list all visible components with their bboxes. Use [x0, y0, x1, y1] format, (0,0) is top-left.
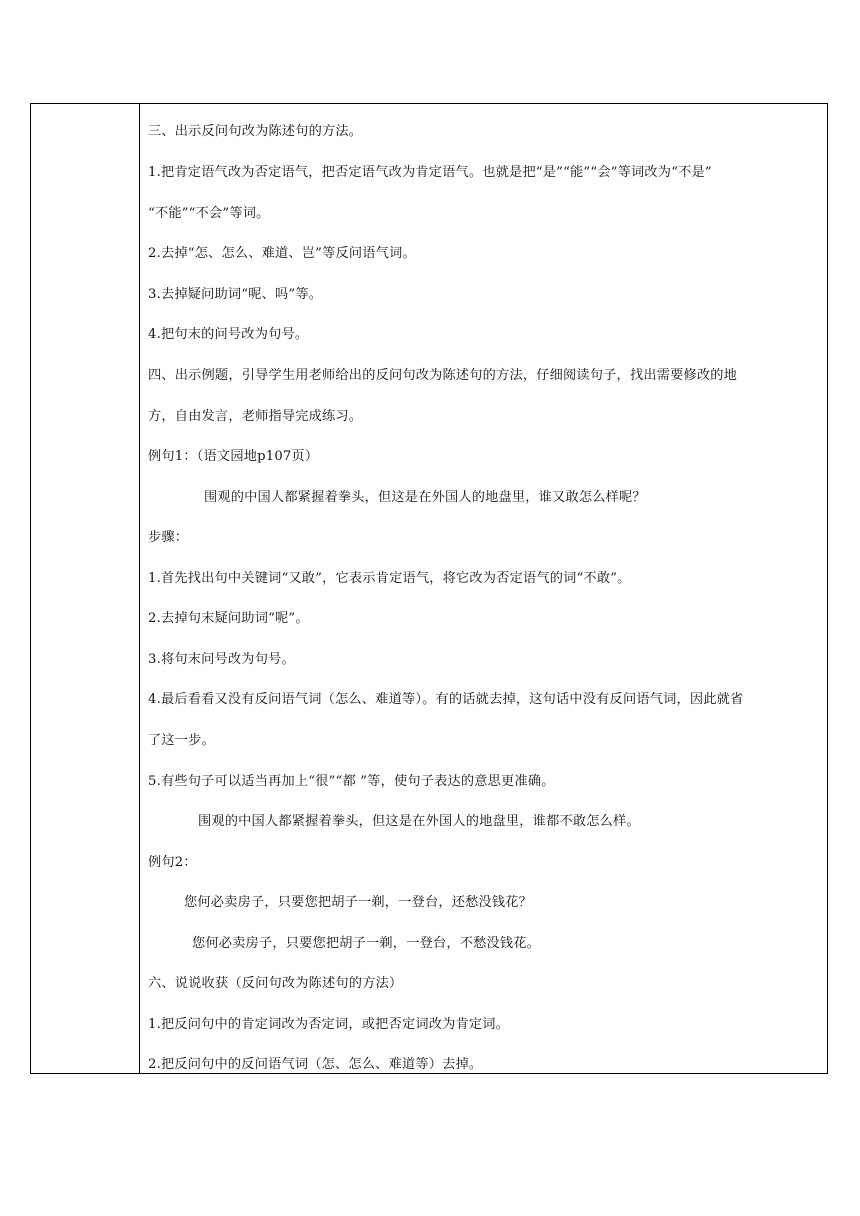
example-2-answer: 您何必卖房子，只要您把胡子一剃，一登台，不愁没钱花。 — [192, 936, 541, 951]
example-1-label: 例句1：（语文园地p107页） — [148, 449, 319, 464]
step-4: 4.最后看看又没有反问语气词（怎么、难道等）。有的话就去掉，这句话中没有反问语气词，因此就省 — [148, 692, 744, 707]
method-step-1: 1.把肯定语气改为否定语气，把否定语气改为肯定语气。也就是把“是”“能”“会”等词改为“不是” — [148, 165, 712, 180]
example-1-question: 围观的中国人都紧握着拳头，但这是在外国人的地盘里，谁又敢怎么样呢？ — [204, 490, 646, 505]
example-2-label: 例句2： — [148, 855, 197, 870]
lesson-table — [30, 103, 828, 1074]
left-column-cell — [31, 104, 140, 1073]
method-step-3: 3.去掉疑问助词“呢、吗”等。 — [148, 287, 323, 302]
method-step-1-continued: “不能”“不会”等词。 — [148, 206, 270, 221]
example-1-answer: 围观的中国人都紧握着拳头，但这是在外国人的地盘里，谁都不敢怎么样。 — [198, 814, 640, 829]
method-step-2: 2.去掉“怎、怎么、难道、岂”等反问语气词。 — [148, 246, 416, 261]
step-3: 3.将句末问号改为句号。 — [148, 652, 295, 667]
summary-point-1: 1.把反问句中的肯定词改为否定词，或把否定词改为肯定词。 — [148, 1017, 510, 1032]
section-heading-methods: 三、出示反问句改为陈述句的方法。 — [148, 124, 363, 139]
summary-point-2: 2.把反问句中的反问语气词（怎、怎么、难道等）去掉。 — [148, 1057, 483, 1072]
step-4-continued: 了这一步。 — [148, 733, 215, 748]
section-heading-examples: 四、出示例题，引导学生用老师给出的反问句改为陈述句的方法，仔细阅读句子，找出需要修改的地 — [148, 368, 738, 383]
section-heading-summary: 六、说说收获（反问句改为陈述句的方法） — [148, 976, 403, 991]
lesson-content-cell — [148, 104, 821, 1073]
steps-label: 步骤： — [148, 530, 189, 545]
step-2: 2.去掉句末疑问助词“呢”。 — [148, 611, 309, 626]
example-2-question: 您何必卖房子，只要您把胡子一剃，一登台，还愁没钱花？ — [184, 895, 533, 910]
step-5: 5.有些句子可以适当再加上“很”“都 ”等，使句子表达的意思更准确。 — [148, 774, 555, 789]
method-step-4: 4.把句末的问号改为句号。 — [148, 327, 309, 342]
step-1: 1.首先找出句中关键词“又敢”，它表示肯定语气，将它改为否定语气的词“不敢”。 — [148, 571, 631, 586]
section-heading-examples-continued: 方，自由发言，老师指导完成练习。 — [148, 409, 363, 424]
